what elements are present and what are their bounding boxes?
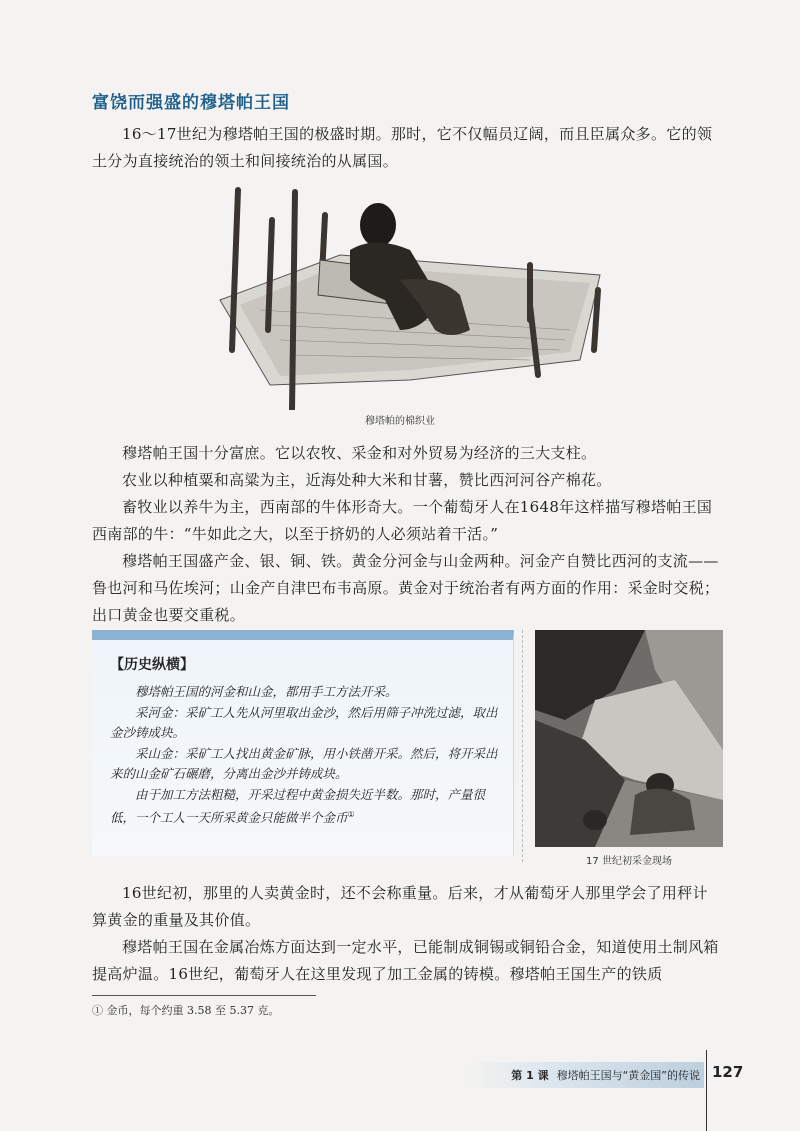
sidebar-line-1: 穆塔帕王国的河金和山金，都用手工方法开采。 xyxy=(135,684,398,699)
sidebar-line-4 xyxy=(110,785,508,829)
page-number: 127 xyxy=(712,1063,744,1081)
sidebar-body xyxy=(110,682,508,829)
sidebar-title: 【历史纵横】 xyxy=(110,657,194,673)
mine-caption: 17 世纪初采金现场 xyxy=(586,856,672,867)
gold-mining-photo xyxy=(535,630,723,847)
paragraph-5: 穆塔帕王国盛产金、银、铜、铁。黄金分河金与山金两种。河金产自赞比西河的支流——鲁也河和马佐埃河；山金产自津巴布韦高原。黄金对于统治者有两方面的作用：采金时交税；出口黄金也要交重税。 xyxy=(92,552,720,624)
paragraph-7: 穆塔帕王国在金属冶炼方面达到一定水平，已能制成铜锡或铜铅合金，知道使用土制风箱提高炉温。16世纪，葡萄牙人在这里发现了加工金属的铸模。穆塔帕王国生产的铁质 xyxy=(92,938,719,983)
paragraph-6: 16世纪初，那里的人卖黄金时，还不会称重量。后来，才从葡萄牙人那里学会了用秤计算黄金的重量及其价值。 xyxy=(92,884,708,929)
footnote-rule xyxy=(92,995,316,996)
paragraph-3: 农业以种植粟和高粱为主，近海处种大米和甘薯，赞比西河河谷产棉花。 xyxy=(122,471,612,489)
lesson-label: 第 1 课 xyxy=(511,1069,549,1082)
sidebar-line-3: 采山金：采矿工人找出黄金矿脉，用小铁凿开采。然后，将开采出来的山金矿石碾磨，分离出金沙并铸成块。 xyxy=(110,745,498,781)
sidebar-line-4-text: 由于加工方法粗糙，开采过程中黄金损失近半数。那时，产量很低，一个工人一天所采黄金只能做半个金币 xyxy=(110,786,486,826)
section-title: 富饶而强盛的穆塔帕王国 xyxy=(92,93,290,113)
running-footer xyxy=(470,1067,700,1083)
sidebar-line-2: 采河金：采矿工人先从河里取出金沙，然后用筛子冲洗过滤，取出金沙铸成块。 xyxy=(110,704,498,740)
loom-caption: 穆塔帕的棉织业 xyxy=(365,416,435,427)
loom-illustration xyxy=(200,180,630,410)
paragraph-1: 16～17世纪为穆塔帕王国的极盛时期。那时，它不仅幅员辽阔，而且臣属众多。它的领土分为直接统治的领土和间接统治的从属国。 xyxy=(92,125,713,170)
footnote-marker[interactable]: ① xyxy=(347,810,355,819)
vertical-divider xyxy=(522,630,523,862)
paragraph-4: 畜牧业以养牛为主，西南部的牛体形奇大。一个葡萄牙人在1648年这样描写穆塔帕王国西南部的牛：“牛如此之大，以至于挤奶的人必须站着干活。” xyxy=(92,498,713,543)
lesson-title: 穆塔帕王国与“黄金国”的传说 xyxy=(556,1069,700,1082)
paragraph-2: 穆塔帕王国十分富庶。它以农牧、采金和对外贸易为经济的三大支柱。 xyxy=(122,444,597,462)
footnote: ① 金币，每个约重 3.58 至 5.37 克。 xyxy=(92,1004,280,1017)
footer-vertical-line xyxy=(706,1050,707,1131)
